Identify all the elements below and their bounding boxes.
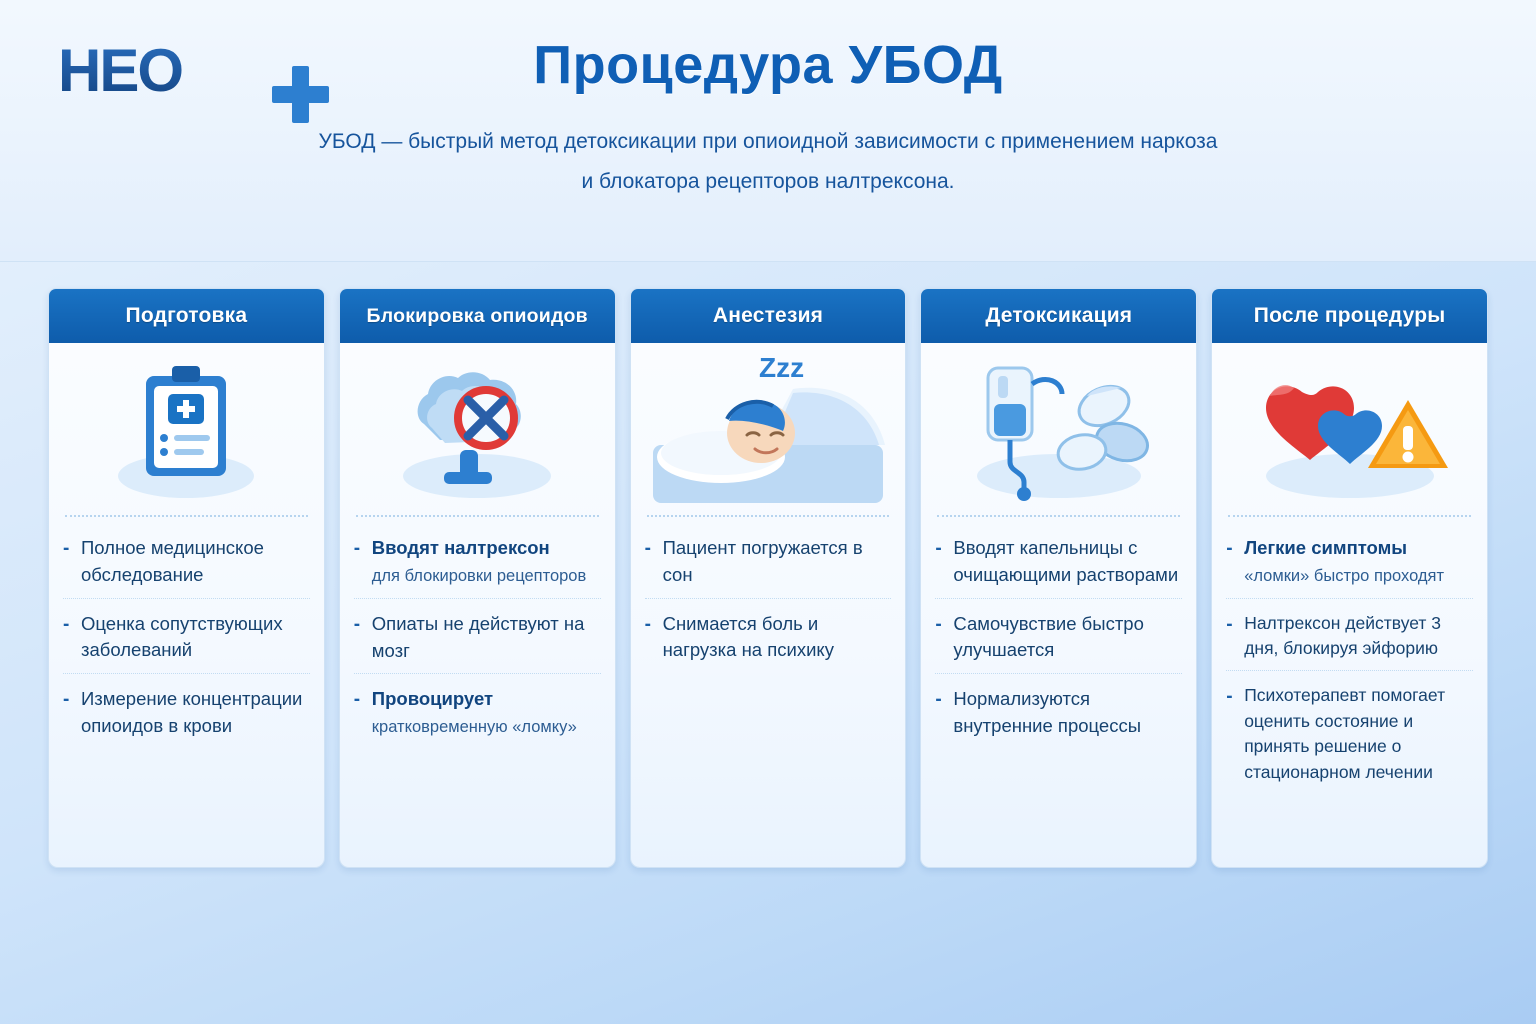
list-item — [935, 598, 1182, 674]
subtitle-line-2: и блокатора рецепторов налтрексона. — [581, 169, 955, 193]
heart-warning-icon — [1212, 343, 1487, 515]
bullet-dash: - — [63, 538, 70, 559]
list-item-label: Налтрексон действует 3 дня, блокируя эйфорию — [1244, 612, 1442, 659]
list-item-label — [372, 535, 586, 589]
bullet-dash: - — [644, 538, 651, 559]
list-item — [1226, 598, 1473, 671]
logo-text: HEO — [58, 36, 298, 106]
list-item — [354, 535, 601, 598]
plus-icon — [272, 66, 330, 124]
stage-title: Детоксикация — [921, 289, 1196, 343]
list-item-label — [372, 686, 577, 740]
list-item-title: Вводят налтрексон — [371, 537, 550, 558]
list-item-label: Вводят капельницы с очищающими растворами — [953, 537, 1179, 585]
list-item — [354, 673, 601, 749]
list-item — [354, 598, 601, 674]
bullet-dash: - — [935, 613, 942, 635]
list-item-label: Самочувствие быстро улучшается — [953, 612, 1144, 661]
stage-column-after[interactable] — [1211, 288, 1488, 868]
list-item — [1226, 535, 1473, 598]
clipboard-medical-icon — [49, 343, 324, 515]
list-item-label: Пациент погружается в сон — [662, 537, 863, 585]
list-item — [645, 535, 892, 598]
bullet-dash: - — [353, 613, 361, 635]
list-item-subtext: «ломки» быстро проходят — [1244, 566, 1445, 585]
list-item-label: Снимается боль и нагрузка на психику — [662, 612, 834, 661]
stage-items — [49, 517, 324, 765]
list-item — [63, 535, 310, 598]
stage-title: Подготовка — [49, 289, 324, 343]
bullet-dash: - — [353, 689, 361, 711]
stages-board — [0, 262, 1536, 1024]
stages-columns — [48, 288, 1488, 868]
list-item — [645, 598, 892, 674]
bullet-dash: - — [63, 613, 70, 635]
bullet-dash: - — [935, 538, 942, 559]
page-header — [0, 0, 1536, 262]
stage-items — [631, 517, 906, 689]
bullet-dash: - — [1226, 613, 1233, 635]
sleeping-patient-icon — [631, 343, 906, 515]
stage-title: Анестезия — [631, 289, 906, 343]
list-item — [63, 673, 310, 749]
list-item-label: Психотерапевт помогает оценить состояние и принять решение о стационарном лечении — [1244, 685, 1446, 782]
list-item-title: Провоцирует — [371, 688, 494, 710]
list-item — [935, 673, 1182, 749]
list-item-label: Полное медицинское обследование — [81, 537, 264, 585]
logo[interactable] — [58, 36, 298, 108]
stage-items — [921, 517, 1196, 765]
bullet-dash: - — [63, 689, 70, 711]
zzz-label: Zzz — [758, 352, 805, 383]
list-item-subtext: для блокировки рецепторов — [371, 566, 587, 585]
stage-title: После процедуры — [1212, 289, 1487, 343]
iv-drip-pills-icon — [921, 343, 1196, 515]
stage-items — [340, 517, 615, 765]
list-item-label — [1244, 535, 1444, 589]
list-item-label: Нормализуются внутренние процессы — [953, 688, 1142, 737]
bullet-dash: - — [935, 689, 942, 711]
list-item-label: Оценка сопутствующих заболеваний — [81, 612, 283, 661]
list-item — [1226, 670, 1473, 794]
stage-items — [1212, 517, 1487, 810]
list-item-title: Легкие симптомы — [1244, 537, 1408, 558]
stage-title: Блокировка опиоидов — [340, 289, 615, 343]
stage-column-preparation[interactable] — [48, 288, 325, 868]
brain-no-opioids-icon — [340, 343, 615, 515]
bullet-dash: - — [1226, 538, 1233, 559]
page-title: Процедура УБОД — [533, 35, 1003, 95]
list-item-subtext: кратковременную «ломку» — [371, 718, 577, 737]
subtitle-line-1: УБОД — быстрый метод детоксикации при опиоидной зависимости с применением наркоза — [318, 130, 1218, 153]
list-item-label: Измерение концентрации опиоидов в крови — [81, 688, 303, 737]
page-subtitle — [178, 122, 1358, 202]
stage-column-anesthesia[interactable] — [630, 288, 907, 868]
list-item-label: Опиаты не действуют на мозг — [371, 612, 585, 661]
bullet-dash: - — [353, 538, 361, 559]
stage-column-opioid-blocking[interactable] — [339, 288, 616, 868]
stage-column-detox[interactable] — [920, 288, 1197, 868]
bullet-dash: - — [1226, 686, 1233, 708]
list-item — [63, 598, 310, 674]
bullet-dash: - — [644, 613, 651, 635]
list-item — [935, 535, 1182, 598]
